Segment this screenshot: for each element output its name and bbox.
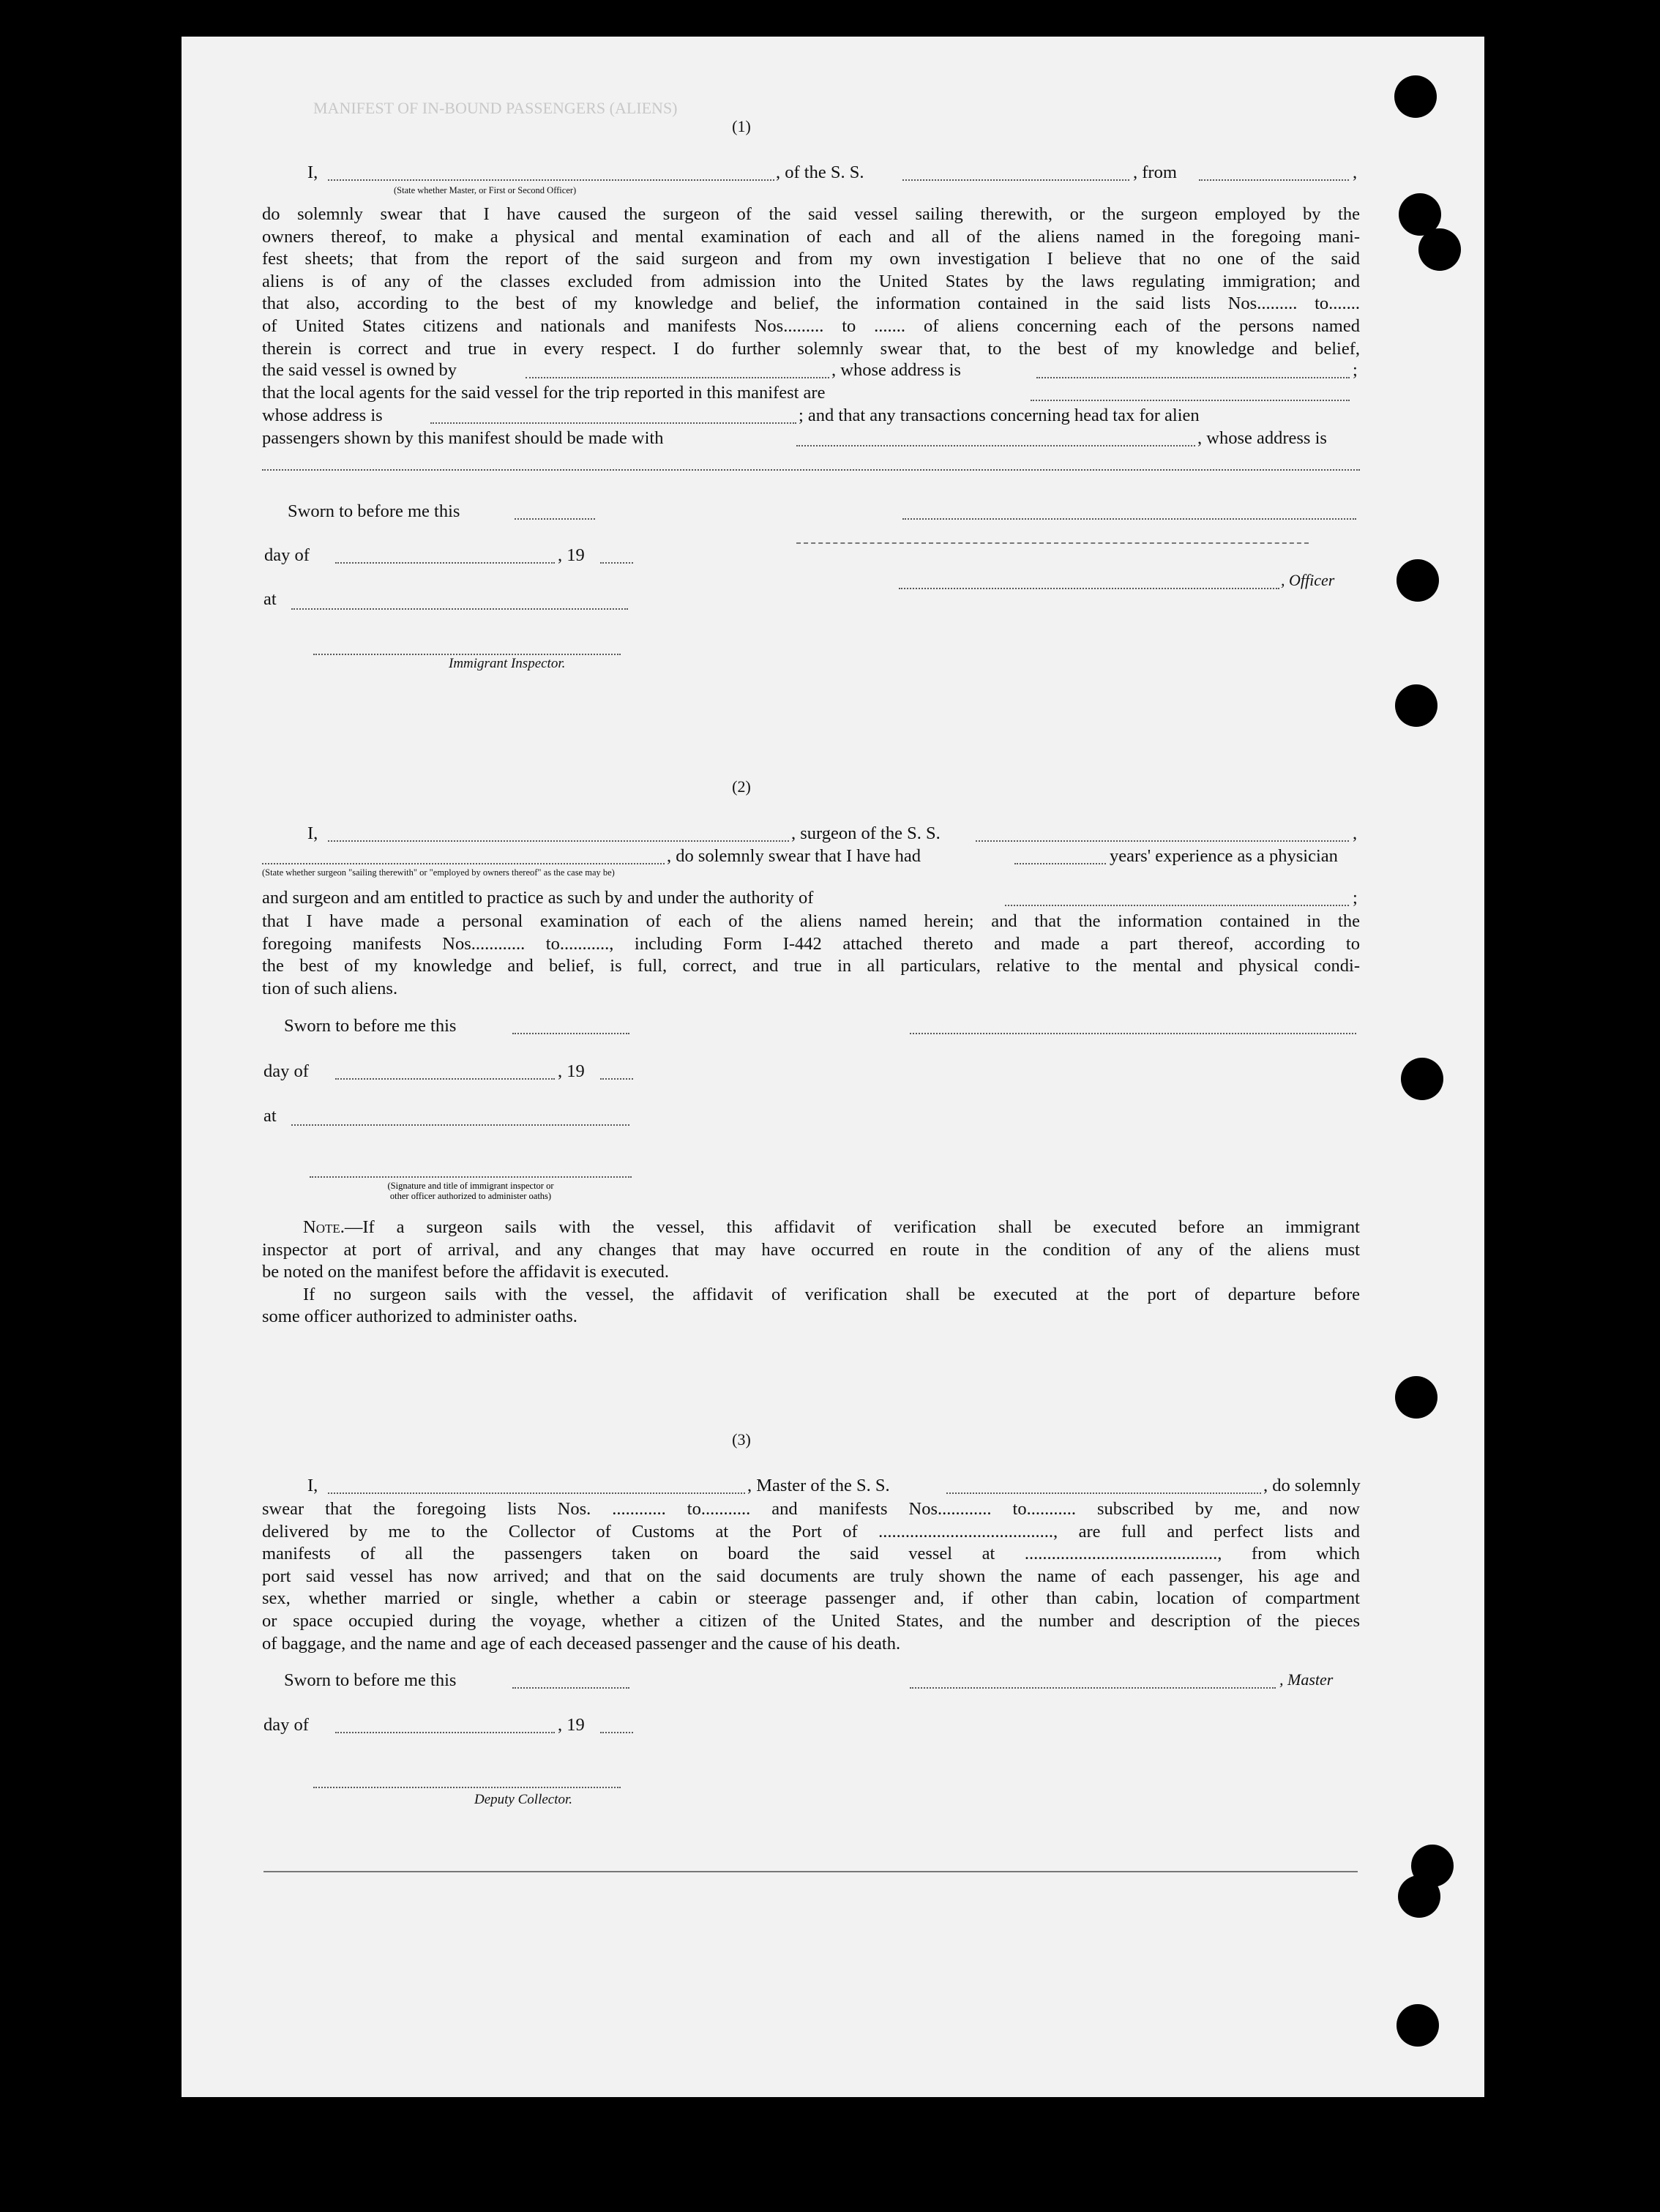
s1-head-tax-party-field[interactable] <box>796 444 1195 446</box>
s1-signature-line-2 <box>796 542 1309 544</box>
s3-year-field[interactable] <box>600 1731 633 1733</box>
s3-do-solemnly-label: , do solemnly <box>1263 1476 1361 1495</box>
s1-officer-label: , Officer <box>1281 571 1335 589</box>
s2-line: tion of such aliens. <box>262 978 398 998</box>
punch-hole <box>1395 1376 1437 1419</box>
s1-head-tax-address-label: , whose address is <box>1197 428 1327 448</box>
s1-inspector-signature-field[interactable] <box>313 653 621 655</box>
s3-i-label: I, <box>307 1476 318 1495</box>
s1-agent-address-label: whose address is <box>262 406 383 425</box>
s3-master-signature-field[interactable] <box>910 1686 1276 1689</box>
s2-surgeon-status-field[interactable] <box>262 862 665 864</box>
s2-years-label: years' experience as a physician <box>1110 846 1338 866</box>
section-3-number: (3) <box>732 1430 751 1449</box>
s3-line: port said vessel has now arrived; and that on the said documents are truly shown the name of each passenger, his age and <box>262 1566 1360 1586</box>
s2-signature-caption-line: other officer authorized to administer oaths) <box>389 1191 552 1201</box>
s3-line: sex, whether married or single, whether a cabin or steerage passenger and, if other than cabin, location of compartment <box>262 1588 1360 1609</box>
s1-owner-field[interactable] <box>526 376 829 378</box>
s3-master-name-field[interactable] <box>328 1492 745 1494</box>
s1-year-label: , 19 <box>558 545 585 565</box>
s2-note2-line: If no surgeon sails with the vessel, the affidavit of verification shall be executed at the port of departure before <box>303 1284 1360 1304</box>
s1-head-tax-address-field[interactable] <box>262 468 1360 471</box>
s1-line: aliens is of any of the classes excluded from admission into the United States by the laws regulating immigration; and <box>262 271 1360 291</box>
s3-affidavit-body <box>262 1498 1360 1655</box>
s1-sworn-day-field[interactable] <box>515 517 595 520</box>
s2-line: that I have made a personal examination of each of the aliens named herein; and that the information contained in the <box>262 911 1360 931</box>
s2-sworn-day-field[interactable] <box>512 1032 629 1034</box>
s1-officer-signature-field[interactable] <box>899 587 1279 589</box>
s3-month-field[interactable] <box>335 1731 555 1733</box>
bleed-through-header: MANIFEST OF IN-BOUND PASSENGERS (ALIENS) <box>313 99 678 117</box>
s2-at-label: at <box>263 1106 277 1126</box>
s1-owner-address-label: , whose address is <box>831 360 961 380</box>
s2-authority-semicolon: ; <box>1353 888 1358 908</box>
s2-do-solemnly-label: , do solemnly swear that I have had <box>667 846 921 866</box>
s1-owned-by-label: the said vessel is owned by <box>262 360 457 380</box>
s1-officer-caption: (State whether Master, or First or Second Officer) <box>394 185 577 195</box>
s3-line: of baggage, and the name and age of each deceased passenger and the cause of his death. <box>262 1633 901 1654</box>
s2-surgeon-name-field[interactable] <box>328 840 789 842</box>
s2-note <box>262 1217 1360 1329</box>
s2-surgeon-signature-field[interactable] <box>910 1032 1356 1034</box>
punch-hole <box>1418 228 1461 271</box>
punch-hole <box>1398 1875 1440 1918</box>
s2-note-label: Note. <box>303 1217 345 1237</box>
s3-line: manifests of all the passengers taken on board the said vessel at ..........................................., from which <box>262 1544 1360 1564</box>
s1-from-label: , from <box>1133 162 1177 182</box>
s1-signature-line-1[interactable] <box>902 517 1356 520</box>
section-2-number: (2) <box>732 777 751 796</box>
s2-year-field[interactable] <box>600 1077 633 1080</box>
s1-officer-name-field[interactable] <box>328 179 774 181</box>
s3-year-label: , 19 <box>558 1715 585 1735</box>
s1-line: owners thereof, to make a physical and mental examination of each and all of the aliens named in the foregoing mani- <box>262 226 1360 247</box>
s1-line: of United States citizens and nationals and manifests Nos......... to ....... of aliens concerning each of the persons named <box>262 315 1360 336</box>
s1-owner-semicolon: ; <box>1353 360 1358 380</box>
manifest-page <box>182 37 1484 2097</box>
s2-at-place-field[interactable] <box>291 1124 629 1126</box>
punch-hole <box>1395 684 1437 727</box>
bottom-rule <box>263 1870 1358 1872</box>
s2-vessel-name-field[interactable] <box>976 840 1349 842</box>
s2-surgeon-caption: (State whether surgeon "sailing therewith" or "employed by owners thereof" as the case may be) <box>262 867 615 878</box>
s1-of-ss-label: , of the S. S. <box>776 162 864 182</box>
s3-deputy-signature-field[interactable] <box>313 1786 621 1788</box>
s2-month-field[interactable] <box>335 1077 555 1080</box>
s2-year-label: , 19 <box>558 1061 585 1081</box>
s2-line1-end: , <box>1353 823 1358 843</box>
s2-note-line: be noted on the manifest before the affidavit is executed. <box>262 1262 670 1282</box>
s1-local-agents-field[interactable] <box>1031 399 1350 401</box>
s1-at-place-field[interactable] <box>291 608 628 610</box>
s2-note-line: inspector at port of arrival, and any changes that may have occurred en route in the condition of any of the aliens must <box>262 1239 1360 1260</box>
s2-surgeon-of-ss-label: , surgeon of the S. S. <box>791 823 941 843</box>
s2-line: foregoing manifests Nos............ to..........., including Form I-442 attached thereto and made a part thereof, according to <box>262 933 1360 954</box>
s1-at-label: at <box>263 589 277 609</box>
s1-day-of-label: day of <box>264 545 310 565</box>
s1-local-agents-label: that the local agents for the said vessel for the trip reported in this manifest are <box>262 383 826 403</box>
s1-line: therein is correct and true in every respect. I do further solemnly swear that, to the best of my knowledge and belief, <box>262 338 1360 359</box>
s1-passengers-label: passengers shown by this manifest should be made with <box>262 428 664 448</box>
s1-line: that also, according to the best of my knowledge and belief, the information contained in the said lists Nos......... to....... <box>262 294 1360 314</box>
s2-years-experience-field[interactable] <box>1014 862 1106 864</box>
s3-sworn-day-field[interactable] <box>512 1686 629 1689</box>
section-1-number: (1) <box>732 117 751 135</box>
s2-note2-line: some officer authorized to administer oaths. <box>262 1307 577 1327</box>
s2-line: the best of my knowledge and belief, is full, correct, and true in all particulars, relative to the mental and physical condi- <box>262 956 1360 976</box>
s1-month-field[interactable] <box>335 561 555 564</box>
s2-note-line-1 <box>262 1217 1360 1239</box>
s1-line1-end: , <box>1353 162 1358 182</box>
punch-hole <box>1397 559 1439 602</box>
s1-vessel-name-field[interactable] <box>902 179 1129 181</box>
punch-hole <box>1397 2004 1439 2047</box>
s2-inspector-signature-field[interactable] <box>310 1176 632 1178</box>
punch-hole <box>1394 75 1437 118</box>
s1-head-tax-label: ; and that any transactions concerning head tax for alien <box>799 406 1200 425</box>
s2-signature-caption <box>310 1181 632 1201</box>
s1-affidavit-body <box>262 203 1360 360</box>
s1-line: fest sheets; that from the report of the said surgeon and from my own investigation I believe that no one of the said <box>262 249 1360 269</box>
s3-vessel-name-field[interactable] <box>946 1492 1261 1494</box>
s2-note-text: —If a surgeon sails with the vessel, this affidavit of verification shall be executed before an immigrant <box>344 1217 1360 1237</box>
s3-line: swear that the foregoing lists Nos. ............ to........... and manifests Nos............ to........... subscribed by me, and now <box>262 1499 1360 1519</box>
s2-affidavit-body <box>262 911 1360 1000</box>
s3-deputy-label: Deputy Collector. <box>474 1792 573 1807</box>
s3-line: or space occupied during the voyage, whether a citizen of the United States, and the number and description of the pieces <box>262 1610 1360 1631</box>
s2-authority-label: and surgeon and am entitled to practice as such by and under the authority of <box>262 888 814 908</box>
s1-inspector-label: Immigrant Inspector. <box>449 656 566 671</box>
s1-year-field[interactable] <box>600 561 633 564</box>
s3-line: delivered by me to the Collector of Customs at the Port of ......................................., are full and perfect lists and <box>262 1521 1360 1542</box>
s2-sworn-label: Sworn to before me this <box>284 1016 457 1036</box>
s3-master-of-ss-label: , Master of the S. S. <box>747 1476 890 1495</box>
s1-agent-address-field[interactable] <box>430 422 796 424</box>
s2-day-of-label: day of <box>263 1061 309 1081</box>
s1-from-port-field[interactable] <box>1199 179 1349 181</box>
punch-hole <box>1401 1058 1443 1100</box>
s3-day-of-label: day of <box>263 1715 309 1735</box>
s1-line: do solemnly swear that I have caused the surgeon of the said vessel sailing therewith, or the surgeon employed by the <box>262 204 1360 224</box>
s1-sworn-label: Sworn to before me this <box>288 501 460 521</box>
s1-owner-address-field[interactable] <box>1036 376 1350 378</box>
s3-master-label: , Master <box>1279 1670 1334 1689</box>
s2-i-label: I, <box>307 823 318 843</box>
s2-authority-field[interactable] <box>1005 904 1349 906</box>
s2-signature-caption-line: (Signature and title of immigrant inspector or <box>387 1181 554 1191</box>
s1-i-label: I, <box>307 162 318 182</box>
s3-sworn-label: Sworn to before me this <box>284 1670 457 1690</box>
